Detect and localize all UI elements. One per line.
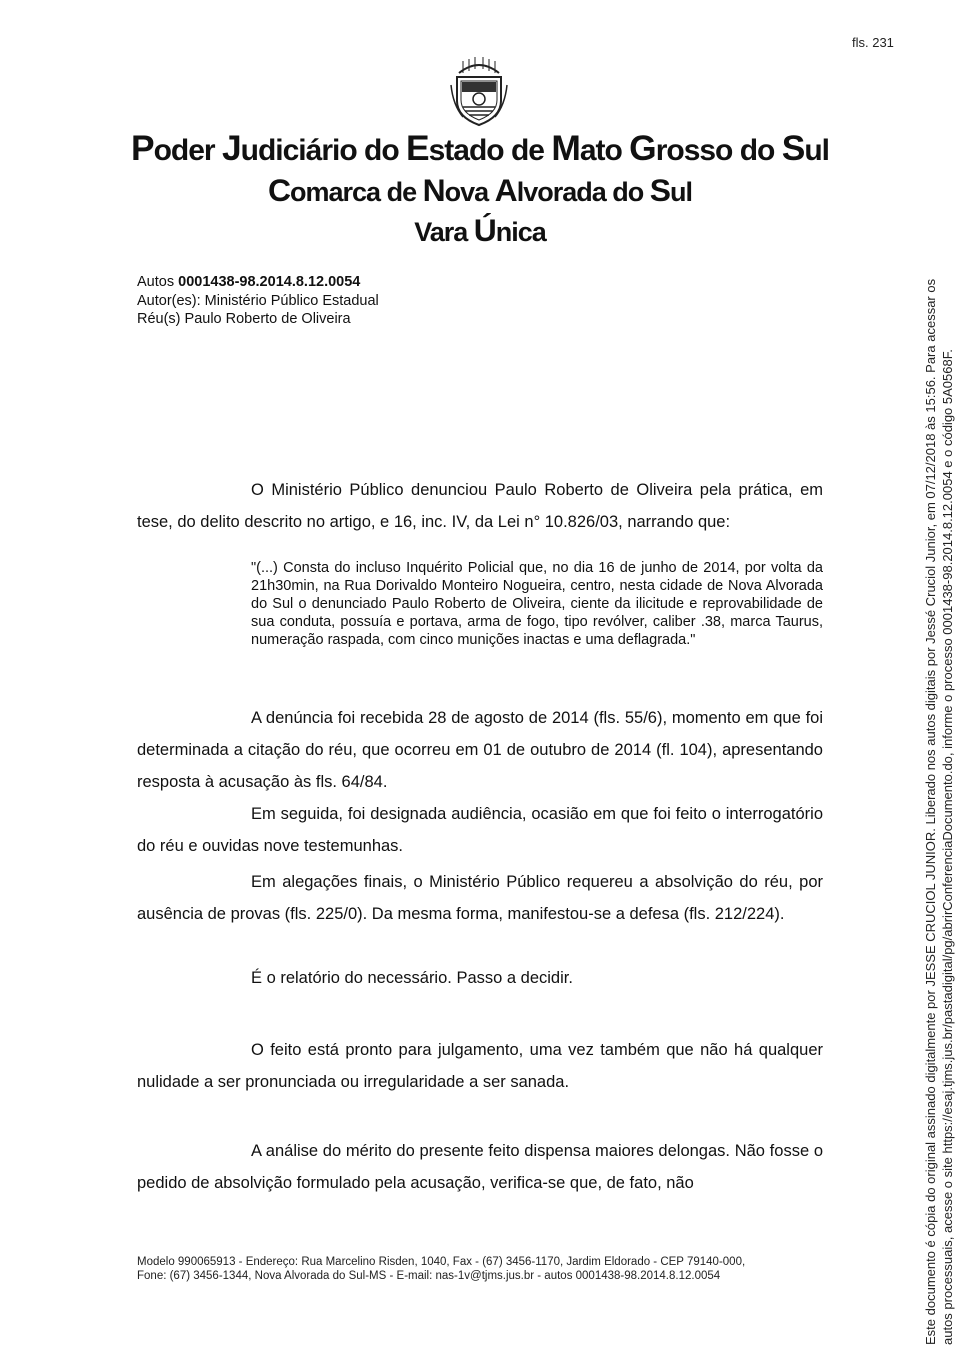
paragraph-alegacoes: Em alegações finais, o Ministério Público requereu a absolvição do réu, por ausência de provas (fls. 225/0). Da mesma forma, manifestou-se a defesa (fls. 212/224). [137,873,823,923]
signature-note-line-1: Este documento é cópia do original assinado digitalmente por JESSE CRUCIOL JUNIOR. Liberado nos autos digitais por Jessé Cruciol Junior, em 07/12/2018 às 15:56. Para acessar os [923,278,938,1345]
autos-line: Autos 0001438-98.2014.8.12.0054 [137,274,361,290]
digital-signature-note [922,145,956,1345]
paragraph-merito: A análise do mérito do presente feito dispensa maiores delongas. Não fosse o pedido de absolvição formulado pela acusação, verifica-se que, de fato, não [137,1142,823,1192]
comarca-title: Comarca de Nova Alvorada do Sul [267,172,693,208]
block-quote: "(...) Consta do incluso Inquérito Policial que, no dia 16 de junho de 2014, por volta da 21h30min, na Rua Dorivaldo Monteiro Nogueira, centro, nesta cidade de Nova Alvorada do Sul o denunciado Paulo Roberto de Oliveira, ciente da ilicitude e reprovabilidade de sua conduta, possuía e portava, arma de fogo, tipo revólver, caliber .38, marca Taurus, numeração raspada, com cinco munições inactas e uma deflagrada." [251,560,823,648]
author-line: Autor(es): Ministério Público Estadual [137,292,379,309]
paragraph-relatorio: É o relatório do necessário. Passo a decidir. [251,969,573,987]
court-title: Poder Judiciário do Estado de Mato Grosso do Sul [130,128,830,168]
paragraph-julgamento: O feito está pronto para julgamento, uma vez também que não há qualquer nulidade a ser pronunciada ou irregularidade a ser sanada. [137,1041,823,1091]
vara-title: Vara Única [414,212,546,248]
paragraph-recebimento: A denúncia foi recebida 28 de agosto de 2014 (fls. 55/6), momento em que foi determinada a citação do réu, que ocorreu em 01 de outubro de 2014 (fl. 104), apresentando resposta à acusação às fls. 64/84. [137,709,823,791]
page-number: fls. 231 [852,35,894,50]
page-footer: Modelo 990065913 - Endereço: Rua Marcelino Risden, 1040, Fax - (67) 3456-1170, Jardim Eldorado - CEP 79140-000, Fone: (67) 3456-1344, Nova Alvorada do Sul-MS - E-mail: nas-1v@tjms.jus.br - autos 0001438-98.2014.8.12.0054 [137,1256,746,1282]
paragraph-audiencia: Em seguida, foi designada audiência, ocasião em que foi feito o interrogatório do réu e ouvidas nove testemunhas. [137,805,823,855]
case-header [137,273,379,329]
defendant-line: Réu(s) Paulo Roberto de Oliveira [137,311,351,327]
coat-of-arms-icon [449,55,509,127]
signature-note-line-2: autos processuais, acesse o site https://esaj.tjms.jus.br/pastadigital/pg/abrirConferenciaDocumento.do, informe o processo 0001438-98.2014.8.12.0054 e o código 5A0568F. [940,349,955,1345]
paragraph-denuncia: O Ministério Público denunciou Paulo Roberto de Oliveira pela prática, em tese, do delito descrito no artigo, e 16, inc. IV, da Lei n° 10.826/03, narrando que: [137,481,823,531]
case-number: 0001438-98.2014.8.12.0054 [178,274,361,290]
